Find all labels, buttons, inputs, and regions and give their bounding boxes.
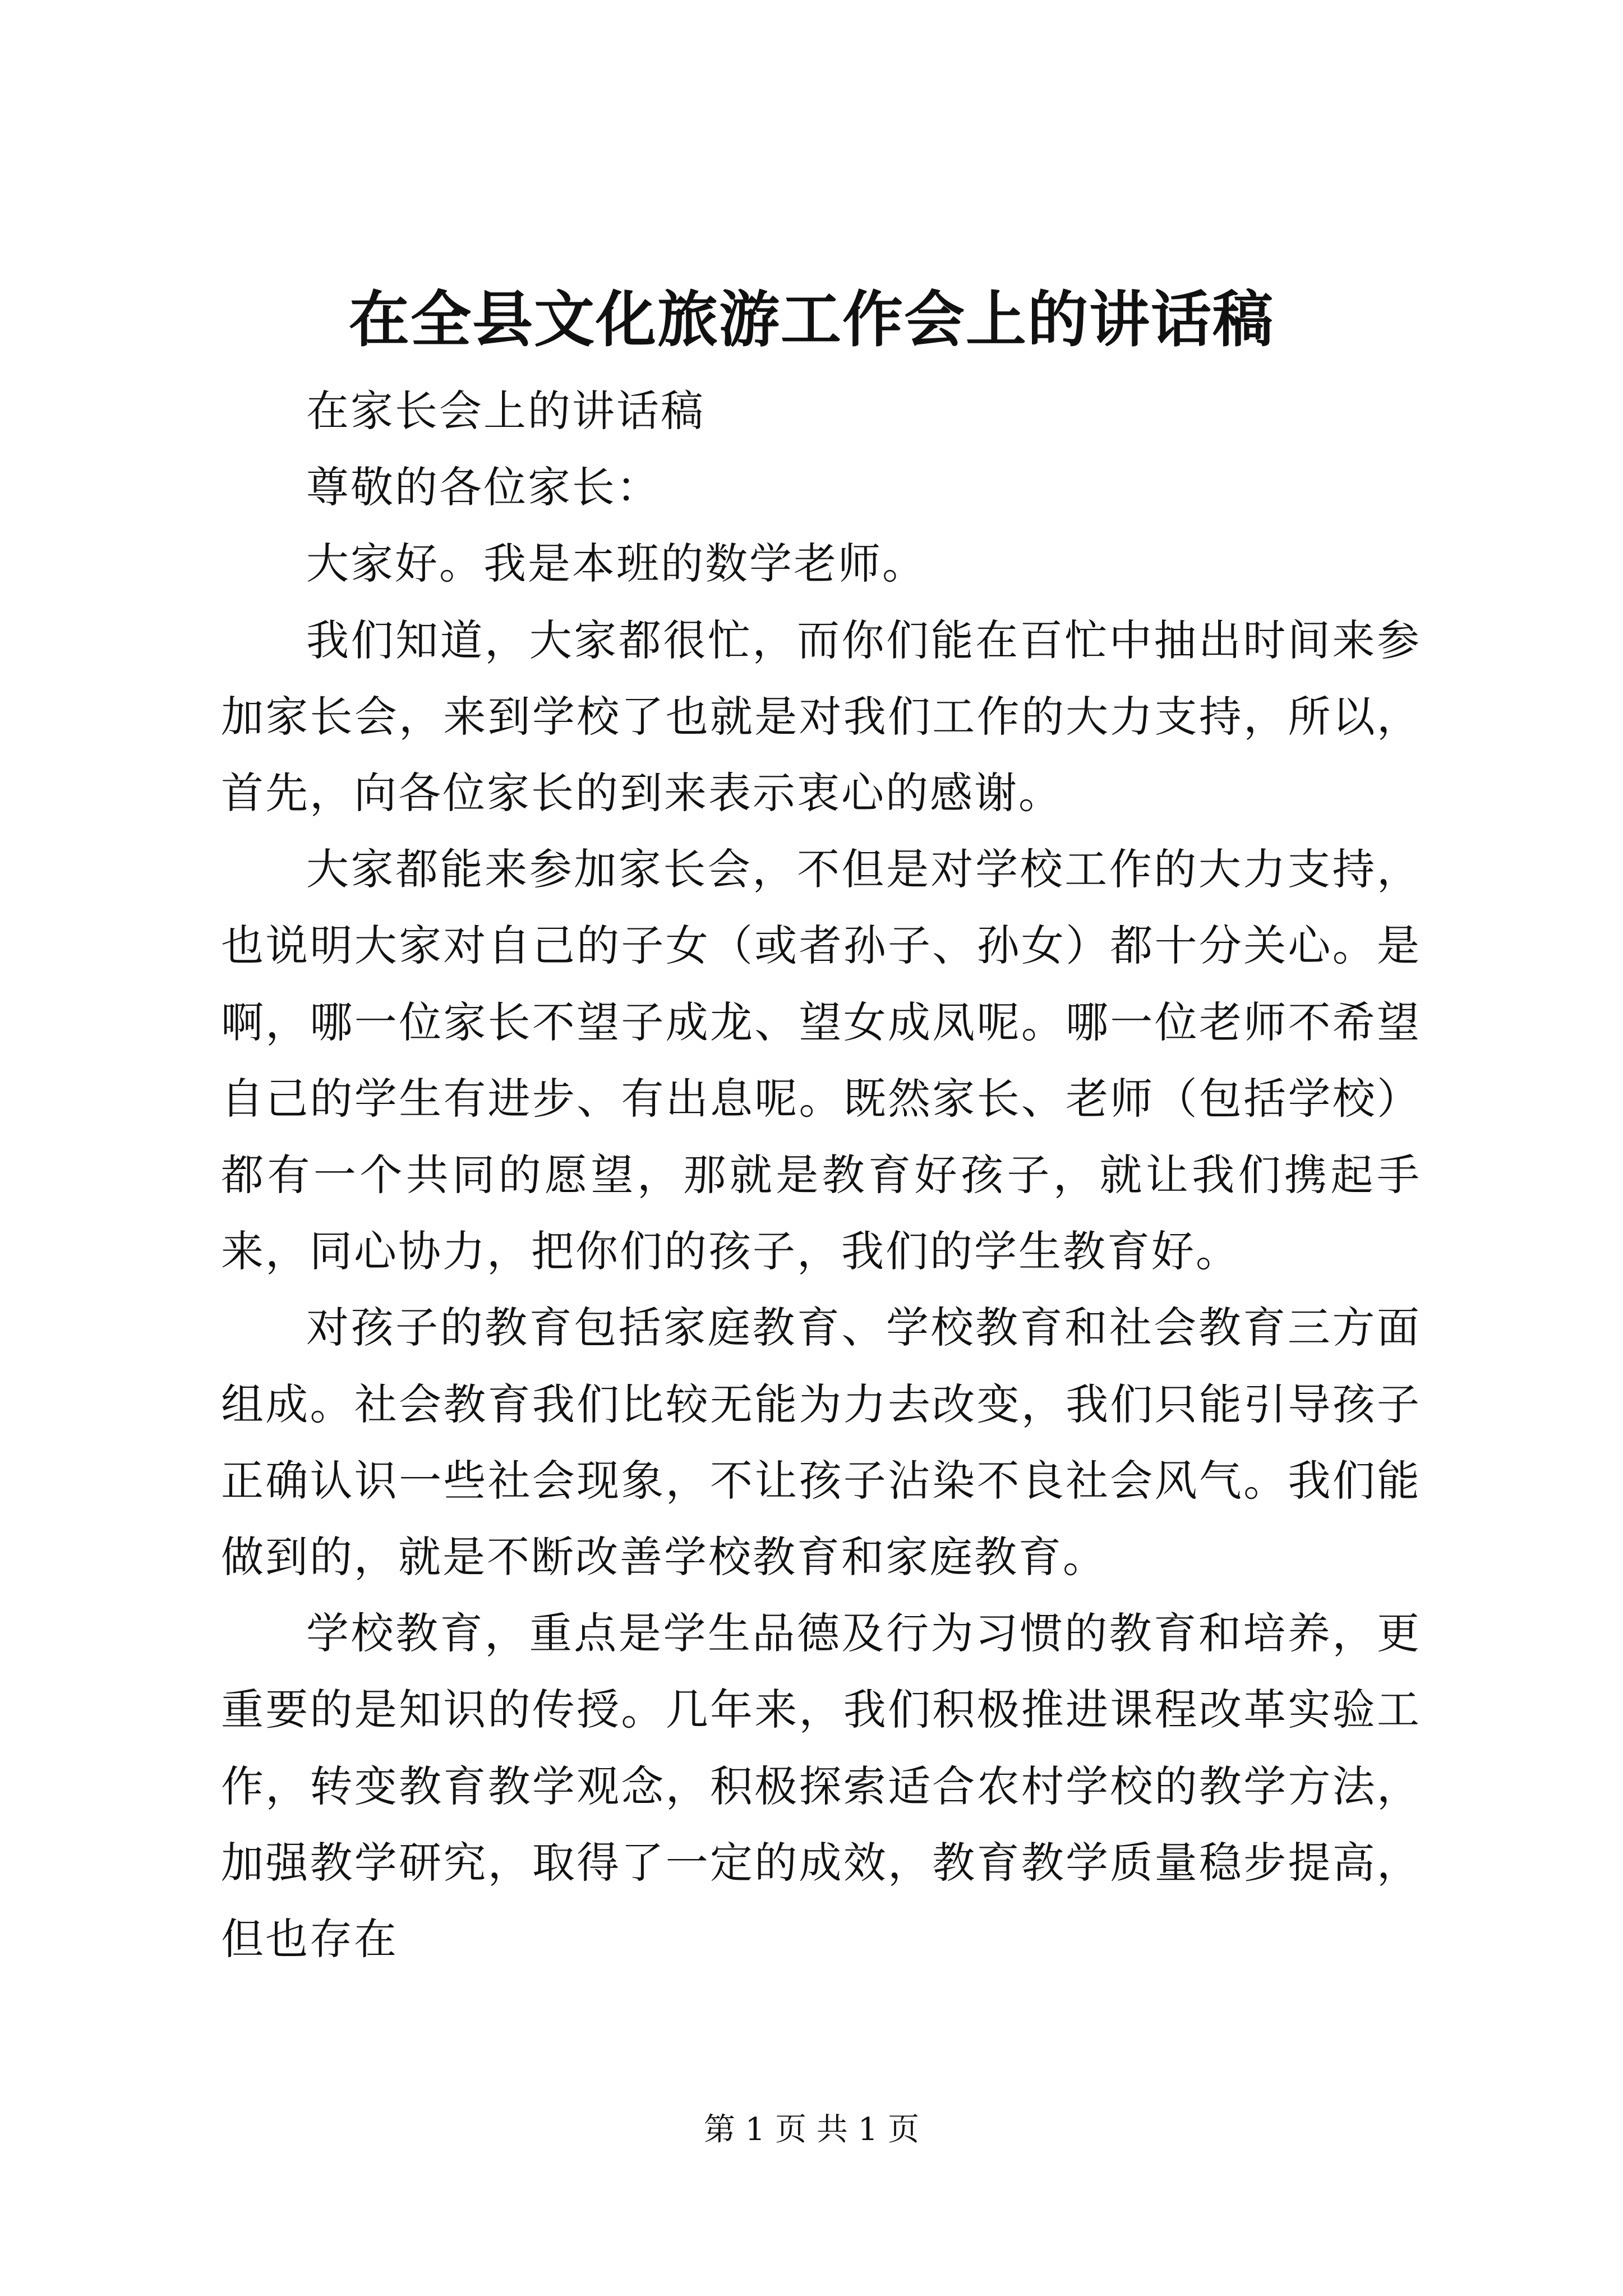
paragraph-thanks: 我们知道，大家都很忙，而你们能在百忙中抽出时间来参加家长会，来到学校了也就是对我们工作的大力支持，所以，首先，向各位家长的到来表示衷心的感谢。 xyxy=(221,615,1421,818)
paragraph-salutation: 尊敬的各位家长： xyxy=(306,462,661,513)
paragraph-education-types: 对孩子的教育包括家庭教育、学校教育和社会教育三方面组成。社会教育我们比较无能为力去改变，我们只能引导孩子正确认识一些社会现象，不让孩子沾染不良社会风气。我们能做到的，就是不断改善学校教育和家庭教育。 xyxy=(221,1303,1421,1582)
paragraph-shared-wish: 大家都能来参加家长会，不但是对学校工作的大力支持，也说明大家对自己的子女（或者孙子、孙女）都十分关心。是啊，哪一位家长不望子成龙、望女成凤呢。哪一位老师不希望自己的学生有进步、有出息呢。既然家长、老师（包括学校）都有一个共同的愿望，那就是教育好孩子，就让我们携起手来，同心协力，把你们的孩子，我们的学生教育好。 xyxy=(221,844,1421,1277)
paragraph-heading: 在家长会上的讲话稿 xyxy=(306,386,705,436)
page-number-footer: 第 1 页 共 1 页 xyxy=(703,2111,920,2148)
paragraph-school-education: 学校教育，重点是学生品德及行为习惯的教育和培养，更重要的是知识的传授。几年来，我们积极推进课程改革实验工作，转变教育教学观念，积极探索适合农村学校的教学方法，加强教学研究，取得了一定的成效，教育教学质量稳步提高，但也存在 xyxy=(221,1608,1421,1964)
document-body xyxy=(221,373,1421,1977)
document-title: 在全县文化旅游工作会上的讲话稿 xyxy=(348,284,1274,355)
paragraph-greeting: 大家好。我是本班的数学老师。 xyxy=(306,539,926,589)
